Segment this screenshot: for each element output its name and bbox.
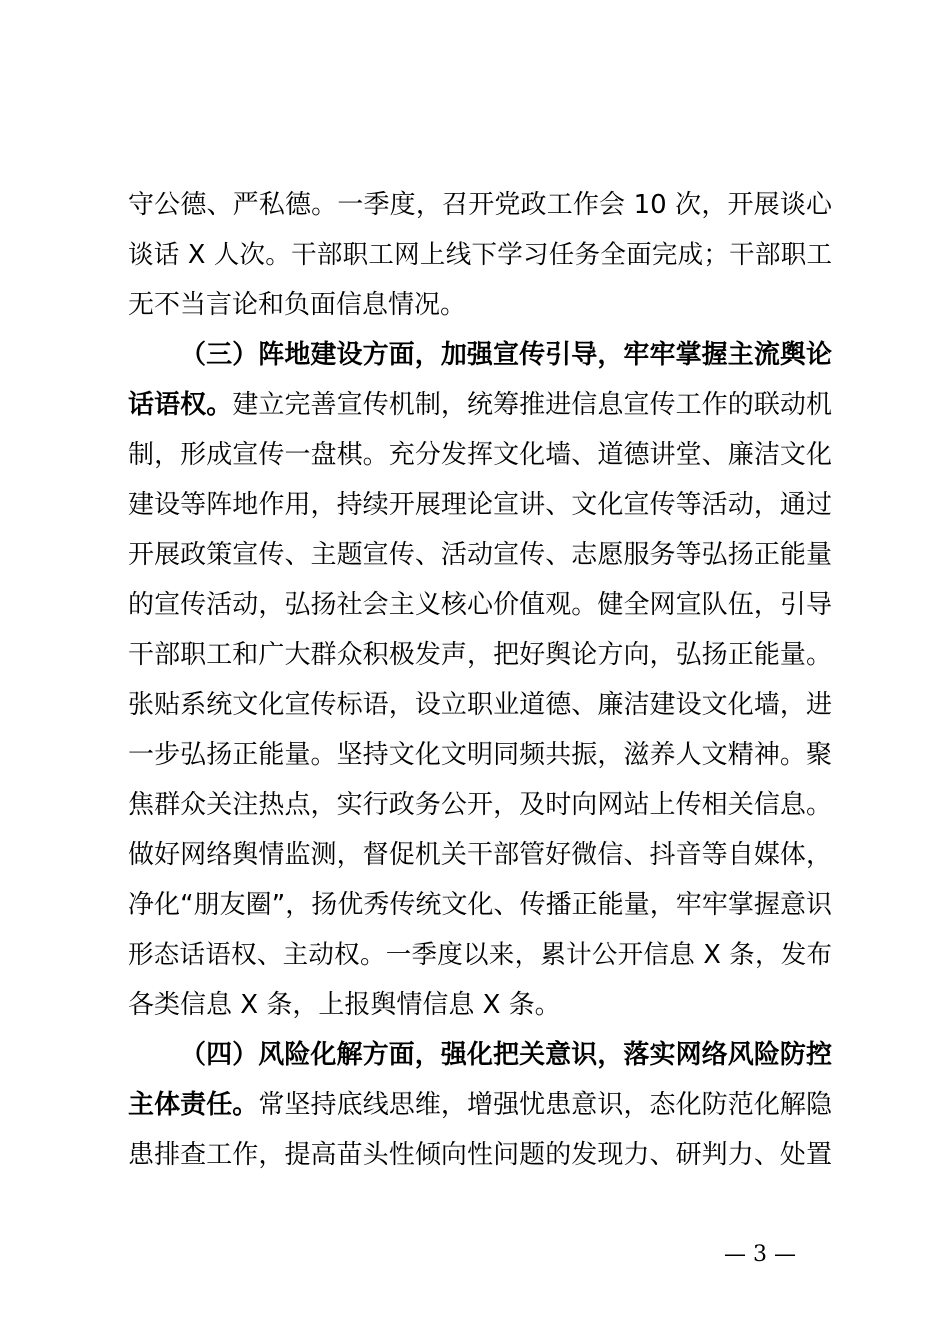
text-line [128,980,832,1030]
heading-text: （四）风险化解方面，强化把关意识，落实网络风险防控 [180,1040,832,1070]
body-text: 干部职工和广大群众积极发声，把好舆论方向，弘扬正能量。 [128,640,832,670]
body-text: 的宣传活动，弘扬社会主义核心价值观。健全网宣队伍，引导 [128,590,832,620]
text-line [128,780,832,830]
text-line [128,630,832,680]
text-line [128,730,832,780]
body-text: 守公德、严私德。一季度，召开党政工作会 10 次，开展谈心 [128,190,832,220]
heading-text: 话语权。 [128,390,233,420]
body-text: 无不当言论和负面信息情况。 [128,290,467,320]
body-text: 形态话语权、主动权。一季度以来，累计公开信息 X 条，发布 [128,940,832,970]
text-line [128,480,832,530]
text-line [128,230,832,280]
text-line [128,530,832,580]
text-line [128,380,832,430]
text-line [128,930,832,980]
body-text: 患排查工作，提高苗头性倾向性问题的发现力、研判力、处置 [128,1140,832,1170]
body-text: 常坚持底线思维，增强忧患意识，态化防范化解隐 [258,1090,832,1120]
body-text: 建设等阵地作用，持续开展理论宣讲、文化宣传等活动，通过 [128,490,832,520]
body-text: 开展政策宣传、主题宣传、活动宣传、志愿服务等弘扬正能量 [128,540,832,570]
body-text: 制，形成宣传一盘棋。充分发挥文化墙、道德讲堂、廉洁文化 [128,440,832,470]
body-text: 净化“朋友圈”，扬优秀传统文化、传播正能量，牢牢掌握意识 [128,890,832,920]
text-line [128,430,832,480]
body-text: 各类信息 X 条，上报舆情信息 X 条。 [128,990,561,1020]
text-line [128,880,832,930]
text-line [128,330,832,380]
body-text: 做好网络舆情监测，督促机关干部管好微信、抖音等自媒体， [128,840,832,870]
body-text: 一步弘扬正能量。坚持文化文明同频共振，滋养人文精神。聚 [128,740,832,770]
text-line [128,280,832,330]
heading-text: （三）阵地建设方面，加强宣传引导，牢牢掌握主流舆论 [180,340,832,370]
text-line [128,180,832,230]
text-line [128,1030,832,1080]
text-line [128,830,832,880]
body-text: 张贴系统文化宣传标语，设立职业道德、廉洁建设文化墙，进 [128,690,832,720]
text-line [128,680,832,730]
text-line [128,1130,832,1180]
document-body [128,180,832,1180]
body-text: 焦群众关注热点，实行政务公开，及时向网站上传相关信息。 [128,790,832,820]
page-number: — 3 — [724,1242,796,1267]
text-line [128,580,832,630]
text-line [128,1080,832,1130]
body-text: 建立完善宣传机制，统筹推进信息宣传工作的联动机 [232,390,832,420]
heading-text: 主体责任。 [128,1090,259,1120]
body-text: 谈话 X 人次。干部职工网上线下学习任务全面完成；干部职工 [128,240,832,270]
